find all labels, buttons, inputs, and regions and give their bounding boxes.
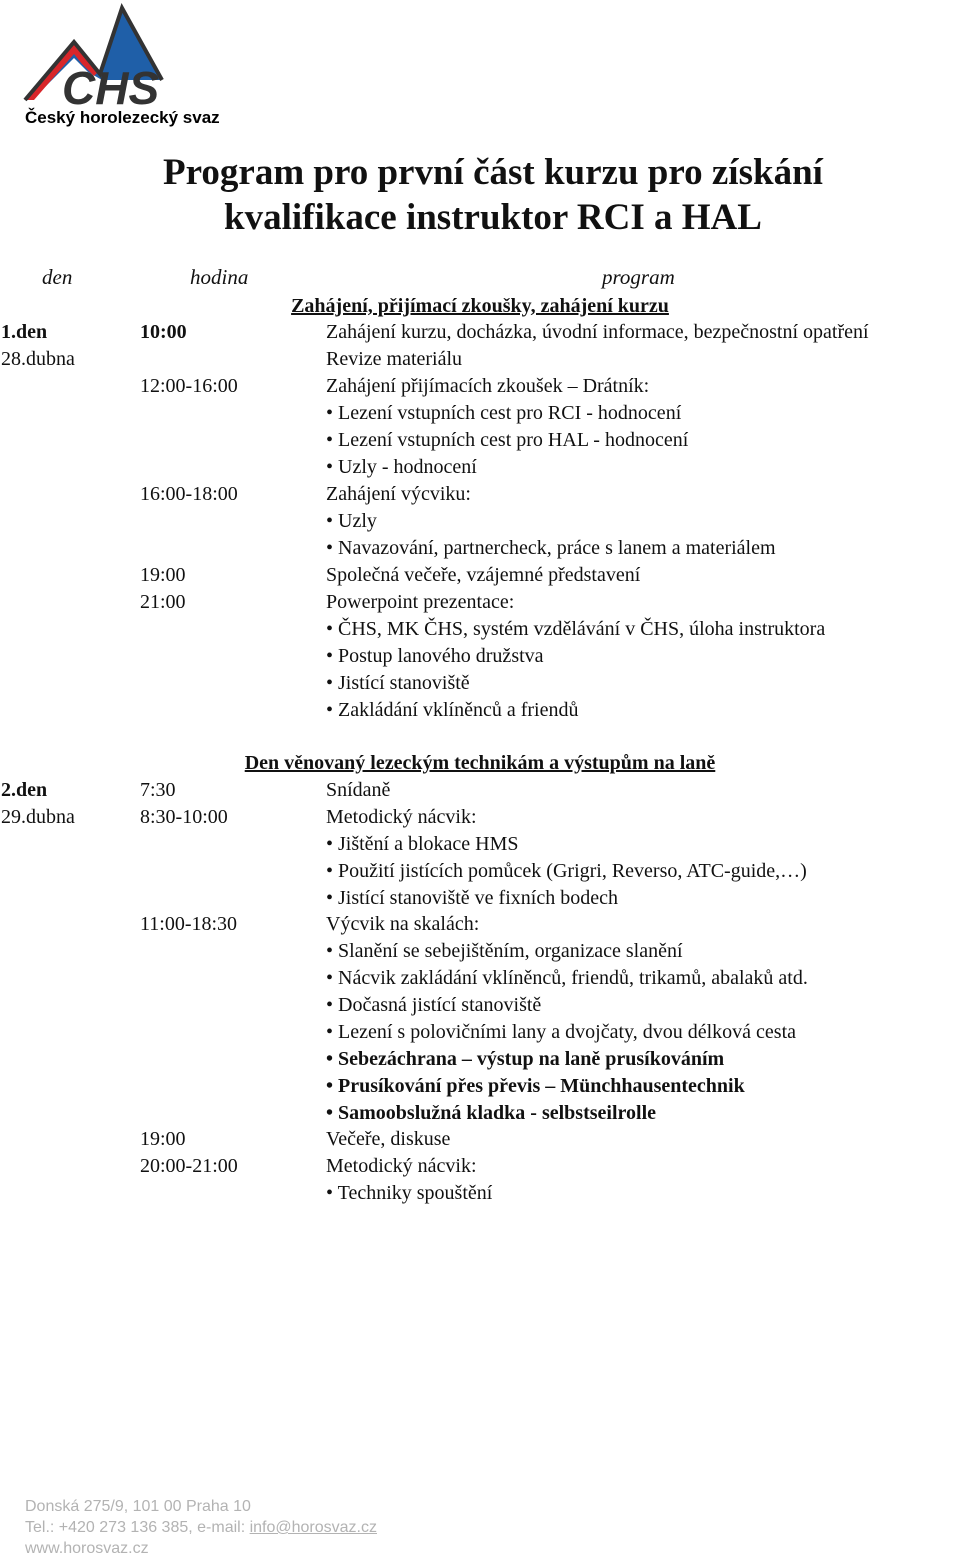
row-bullet: • Použití jistících pomůcek (Grigri, Reverso, ATC-guide,…) (326, 860, 807, 882)
schedule-row (0, 777, 960, 804)
schedule-row (0, 616, 960, 643)
row-bullet: • Jistící stanoviště (326, 672, 470, 694)
row-bullet: • ČHS, MK ČHS, systém vzdělávání v ČHS, úloha instruktora (326, 618, 826, 640)
schedule-row (0, 670, 960, 697)
column-header-program: program (602, 265, 675, 289)
schedule-row (0, 562, 960, 589)
schedule-row (0, 454, 960, 481)
row-bullet: • Lezení vstupních cest pro HAL - hodnocení (326, 429, 689, 451)
schedule-row (0, 589, 960, 616)
schedule-row (0, 965, 960, 992)
schedule-row (0, 697, 960, 724)
row-bullet: • Nácvik zakládání vklíněnců, friendů, trikamů, abalaků atd. (326, 967, 808, 989)
schedule-row (0, 911, 960, 938)
column-header-time: hodina (190, 265, 249, 289)
row-time: 16:00-18:00 (140, 483, 238, 505)
row-bullet: • Navazování, partnercheck, práce s lanem a materiálem (326, 537, 776, 559)
footer-phone: Tel.: +420 273 136 385, e-mail: (25, 1519, 250, 1536)
schedule-row (0, 400, 960, 427)
row-text: Zahájení výcviku: (326, 483, 471, 505)
schedule-row (0, 643, 960, 670)
column-header-day: den (42, 265, 73, 289)
schedule-row (0, 508, 960, 535)
schedule-row (0, 319, 960, 346)
row-text: Večeře, diskuse (326, 1128, 451, 1150)
footer-address: Donská 275/9, 101 00 Praha 10 (25, 1498, 251, 1515)
row-time: 19:00 (140, 1128, 186, 1150)
row-time: 12:00-16:00 (140, 375, 238, 397)
row-text: Společná večeře, vzájemné představení (326, 564, 641, 586)
row-time: 10:00 (140, 321, 187, 343)
title-line-2: kvalifikace instruktor RCI a HAL (224, 197, 762, 238)
row-bullet: • Jistící stanoviště ve fixních bodech (326, 887, 618, 909)
row-text: Snídaně (326, 779, 391, 801)
schedule-row (0, 804, 960, 831)
schedule-row (0, 1180, 960, 1207)
row-text: Výcvik na skalách: (326, 913, 480, 935)
title-line-1: Program pro první část kurzu pro získání (163, 152, 823, 193)
section-title-day2: Den věnovaný lezeckým technikám a výstupům na laně (244, 752, 716, 774)
schedule-row (0, 858, 960, 885)
row-bullet: • Uzly (326, 510, 377, 532)
row-bullet: • Dočasná jistící stanoviště (326, 994, 542, 1016)
schedule-row (0, 831, 960, 858)
footer (25, 1496, 377, 1559)
row-text: Powerpoint prezentace: (326, 591, 515, 613)
schedule-row (0, 938, 960, 965)
day-label: 1.den (1, 321, 48, 343)
footer-website[interactable]: www.horosvaz.cz (25, 1540, 149, 1557)
row-bullet: • Sebezáchrana – výstup na laně prusíkováním (326, 1048, 725, 1070)
schedule-row (0, 346, 960, 373)
row-bullet: • Lezení s polovičními lany a dvojčaty, dvou délková cesta (326, 1021, 797, 1043)
row-bullet: • Uzly - hodnocení (326, 456, 477, 478)
chs-logo (22, 2, 172, 106)
row-bullet: • Prusíkování přes převis – Münchhausentechnik (326, 1075, 745, 1097)
row-time: 11:00-18:30 (140, 913, 238, 935)
schedule-row (0, 481, 960, 508)
row-time: 8:30-10:00 (140, 806, 228, 828)
logo-text: CHS (62, 62, 160, 106)
day-label: 2.den (1, 779, 48, 801)
schedule-row (0, 1100, 960, 1127)
schedule-row (0, 1073, 960, 1100)
date-label: 28.dubna (1, 348, 75, 370)
schedule-row (0, 992, 960, 1019)
row-bullet: • Zakládání vklíněnců a friendů (326, 699, 579, 721)
date-label: 29.dubna (1, 806, 75, 828)
row-bullet: • Slanění se sebejištěním, organizace slanění (326, 940, 683, 962)
section-title-day1: Zahájení, přijímací zkoušky, zahájení kurzu (291, 295, 669, 317)
schedule-row (0, 427, 960, 454)
schedule-row (0, 885, 960, 912)
row-text: Zahájení kurzu, docházka, úvodní informace, bezpečnostní opatření (326, 321, 869, 343)
row-bullet: • Lezení vstupních cest pro RCI - hodnocení (326, 402, 682, 424)
org-name: Český horolezecký svaz (25, 108, 220, 127)
schedule-row (0, 373, 960, 400)
schedule-row (0, 1153, 960, 1180)
schedule-row (0, 1046, 960, 1073)
schedule-row (0, 535, 960, 562)
row-text: Revize materiálu (326, 348, 463, 370)
row-time: 19:00 (140, 564, 186, 586)
row-bullet: • Jištění a blokace HMS (326, 833, 519, 855)
page-title (0, 150, 960, 240)
schedule-row (0, 1019, 960, 1046)
row-bullet: • Postup lanového družstva (326, 645, 544, 667)
row-text: Zahájení přijímacích zkoušek – Drátník: (326, 375, 650, 397)
row-time: 20:00-21:00 (140, 1155, 238, 1177)
schedule-row (0, 1126, 960, 1153)
row-time: 21:00 (140, 591, 186, 613)
row-time: 7:30 (140, 779, 176, 801)
row-text: Metodický nácvik: (326, 1155, 477, 1177)
row-bullet: • Samoobslužná kladka - selbstseilrolle (326, 1102, 657, 1124)
row-text: Metodický nácvik: (326, 806, 477, 828)
footer-email-link[interactable]: info@horosvaz.cz (249, 1519, 377, 1536)
footer-contact (25, 1517, 377, 1538)
row-bullet: • Techniky spouštění (326, 1182, 493, 1204)
